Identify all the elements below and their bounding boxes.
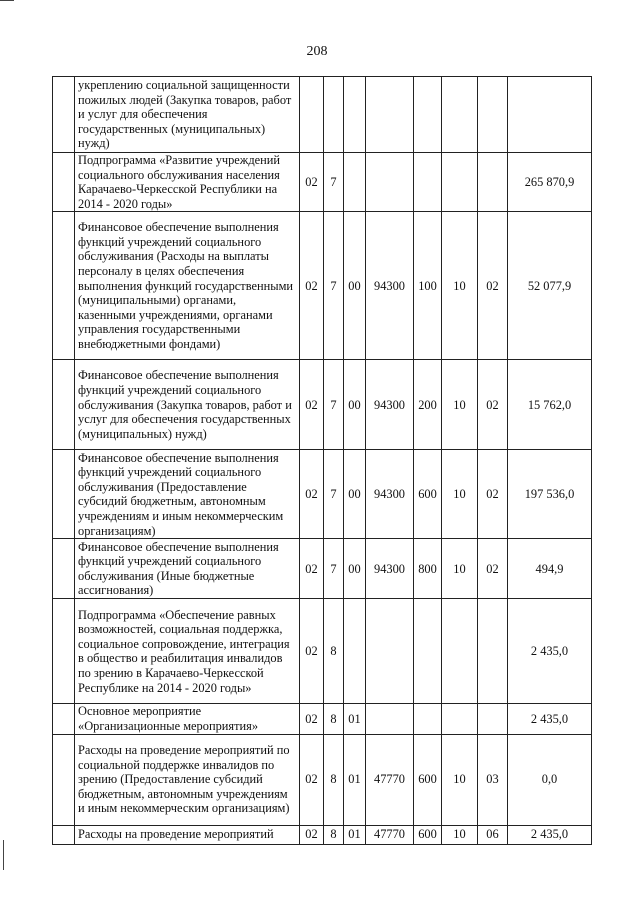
table-row (53, 734, 592, 825)
program-name-cell: Подпрограмма «Развитие учреждений социального обслуживания населения Карачаево-Черкесской Республики на 2014 - 2020 годы» (75, 153, 300, 212)
code-cell: 7 (324, 450, 344, 539)
code-cell: 7 (324, 212, 344, 360)
code-cell: 10 (442, 734, 478, 825)
program-name-cell: Финансовое обеспечение выполнения функций учреждений социального обслуживания (Иные бюджетные ассигнования) (75, 539, 300, 599)
code-cell: 10 (442, 825, 478, 844)
code-cell: 01 (344, 734, 366, 825)
code-cell: 47770 (366, 825, 414, 844)
code-cell (366, 153, 414, 212)
code-cell (478, 153, 508, 212)
code-cell: 94300 (366, 212, 414, 360)
code-cell (344, 153, 366, 212)
code-cell (414, 77, 442, 153)
program-name-cell: Расходы на проведение мероприятий (75, 825, 300, 844)
code-cell: 10 (442, 450, 478, 539)
code-cell: 8 (324, 599, 344, 704)
code-cell: 06 (478, 825, 508, 844)
code-cell: 600 (414, 450, 442, 539)
amount-cell: 0,0 (508, 734, 592, 825)
code-cell: 10 (442, 539, 478, 599)
code-cell: 02 (300, 450, 324, 539)
code-cell: 7 (324, 153, 344, 212)
scan-edge-line (3, 840, 4, 870)
code-cell: 02 (300, 704, 324, 734)
amount-cell: 2 435,0 (508, 599, 592, 704)
code-cell (366, 77, 414, 153)
code-cell (344, 599, 366, 704)
number-cell (53, 734, 75, 825)
table-row (53, 825, 592, 844)
code-cell: 94300 (366, 360, 414, 450)
number-cell (53, 825, 75, 844)
code-cell (442, 704, 478, 734)
code-cell: 00 (344, 539, 366, 599)
code-cell: 94300 (366, 539, 414, 599)
number-cell (53, 539, 75, 599)
table-row (53, 77, 592, 153)
code-cell: 02 (478, 539, 508, 599)
code-cell: 02 (300, 212, 324, 360)
table-row (53, 450, 592, 539)
code-cell (478, 599, 508, 704)
table-row (53, 599, 592, 704)
amount-cell: 265 870,9 (508, 153, 592, 212)
code-cell (300, 77, 324, 153)
code-cell: 200 (414, 360, 442, 450)
code-cell (414, 599, 442, 704)
amount-cell: 52 077,9 (508, 212, 592, 360)
number-cell (53, 704, 75, 734)
amount-cell: 2 435,0 (508, 825, 592, 844)
number-cell (53, 450, 75, 539)
scan-corner-mark (0, 0, 14, 1)
code-cell (478, 704, 508, 734)
code-cell: 8 (324, 734, 344, 825)
code-cell: 7 (324, 360, 344, 450)
program-name-cell: Финансовое обеспечение выполнения функций учреждений социального обслуживания (Закупка товаров, работ и услуг для обеспечения государственных (муниципальных) нужд) (75, 360, 300, 450)
number-cell (53, 77, 75, 153)
code-cell: 02 (300, 539, 324, 599)
code-cell: 94300 (366, 450, 414, 539)
code-cell (366, 704, 414, 734)
code-cell: 02 (478, 360, 508, 450)
code-cell: 600 (414, 825, 442, 844)
program-name-cell: Основное мероприятие «Организационные мероприятия» (75, 704, 300, 734)
code-cell: 7 (324, 539, 344, 599)
amount-cell (508, 77, 592, 153)
code-cell (324, 77, 344, 153)
page-number: 208 (306, 44, 328, 59)
amount-cell: 15 762,0 (508, 360, 592, 450)
code-cell: 00 (344, 450, 366, 539)
program-name-cell: Подпрограмма «Обеспечение равных возможностей, социальная поддержка, социальное сопровождение, интеграция в общество и реабилитация инвалидов по зрению в Карачаево-Черкесской Республике на 2014 - 2020 годы» (75, 599, 300, 704)
code-cell: 02 (300, 599, 324, 704)
code-cell: 10 (442, 360, 478, 450)
code-cell: 02 (300, 825, 324, 844)
code-cell: 00 (344, 212, 366, 360)
code-cell: 02 (478, 212, 508, 360)
number-cell (53, 153, 75, 212)
code-cell (414, 704, 442, 734)
program-name-cell: укреплению социальной защищенности пожилых людей (Закупка товаров, работ и услуг для обеспечения государственных (муниципальных) нужд) (75, 77, 300, 153)
code-cell: 8 (324, 704, 344, 734)
program-name-cell: Финансовое обеспечение выполнения функций учреждений социального обслуживания (Предоставление субсидий бюджетным, автономным учреждениям и иным некоммерческим организациям) (75, 450, 300, 539)
code-cell: 47770 (366, 734, 414, 825)
code-cell: 02 (478, 450, 508, 539)
code-cell: 02 (300, 153, 324, 212)
code-cell (442, 153, 478, 212)
table-row (53, 704, 592, 734)
code-cell: 100 (414, 212, 442, 360)
code-cell (442, 77, 478, 153)
code-cell: 01 (344, 825, 366, 844)
code-cell (344, 77, 366, 153)
table-row (53, 212, 592, 360)
code-cell (366, 599, 414, 704)
number-cell (53, 212, 75, 360)
table-row (53, 360, 592, 450)
code-cell: 02 (300, 734, 324, 825)
code-cell (442, 599, 478, 704)
code-cell: 02 (300, 360, 324, 450)
code-cell: 03 (478, 734, 508, 825)
program-name-cell: Финансовое обеспечение выполнения функций учреждений социального обслуживания (Расходы на выплаты персоналу в целях обеспечения выполнения функций государственными (муниципальными) органами, казенными учреждениями, органами управления государственными внебюджетными фондами) (75, 212, 300, 360)
code-cell: 800 (414, 539, 442, 599)
code-cell (478, 77, 508, 153)
number-cell (53, 360, 75, 450)
code-cell: 8 (324, 825, 344, 844)
code-cell: 10 (442, 212, 478, 360)
program-name-cell: Расходы на проведение мероприятий по социальной поддержке инвалидов по зрению (Предоставление субсидий бюджетным, автономным учреждениям и иным некоммерческим организациям) (75, 734, 300, 825)
budget-table (52, 76, 592, 845)
code-cell: 01 (344, 704, 366, 734)
table-row (53, 539, 592, 599)
code-cell: 600 (414, 734, 442, 825)
code-cell (414, 153, 442, 212)
amount-cell: 494,9 (508, 539, 592, 599)
code-cell: 00 (344, 360, 366, 450)
table-row (53, 153, 592, 212)
amount-cell: 2 435,0 (508, 704, 592, 734)
number-cell (53, 599, 75, 704)
amount-cell: 197 536,0 (508, 450, 592, 539)
